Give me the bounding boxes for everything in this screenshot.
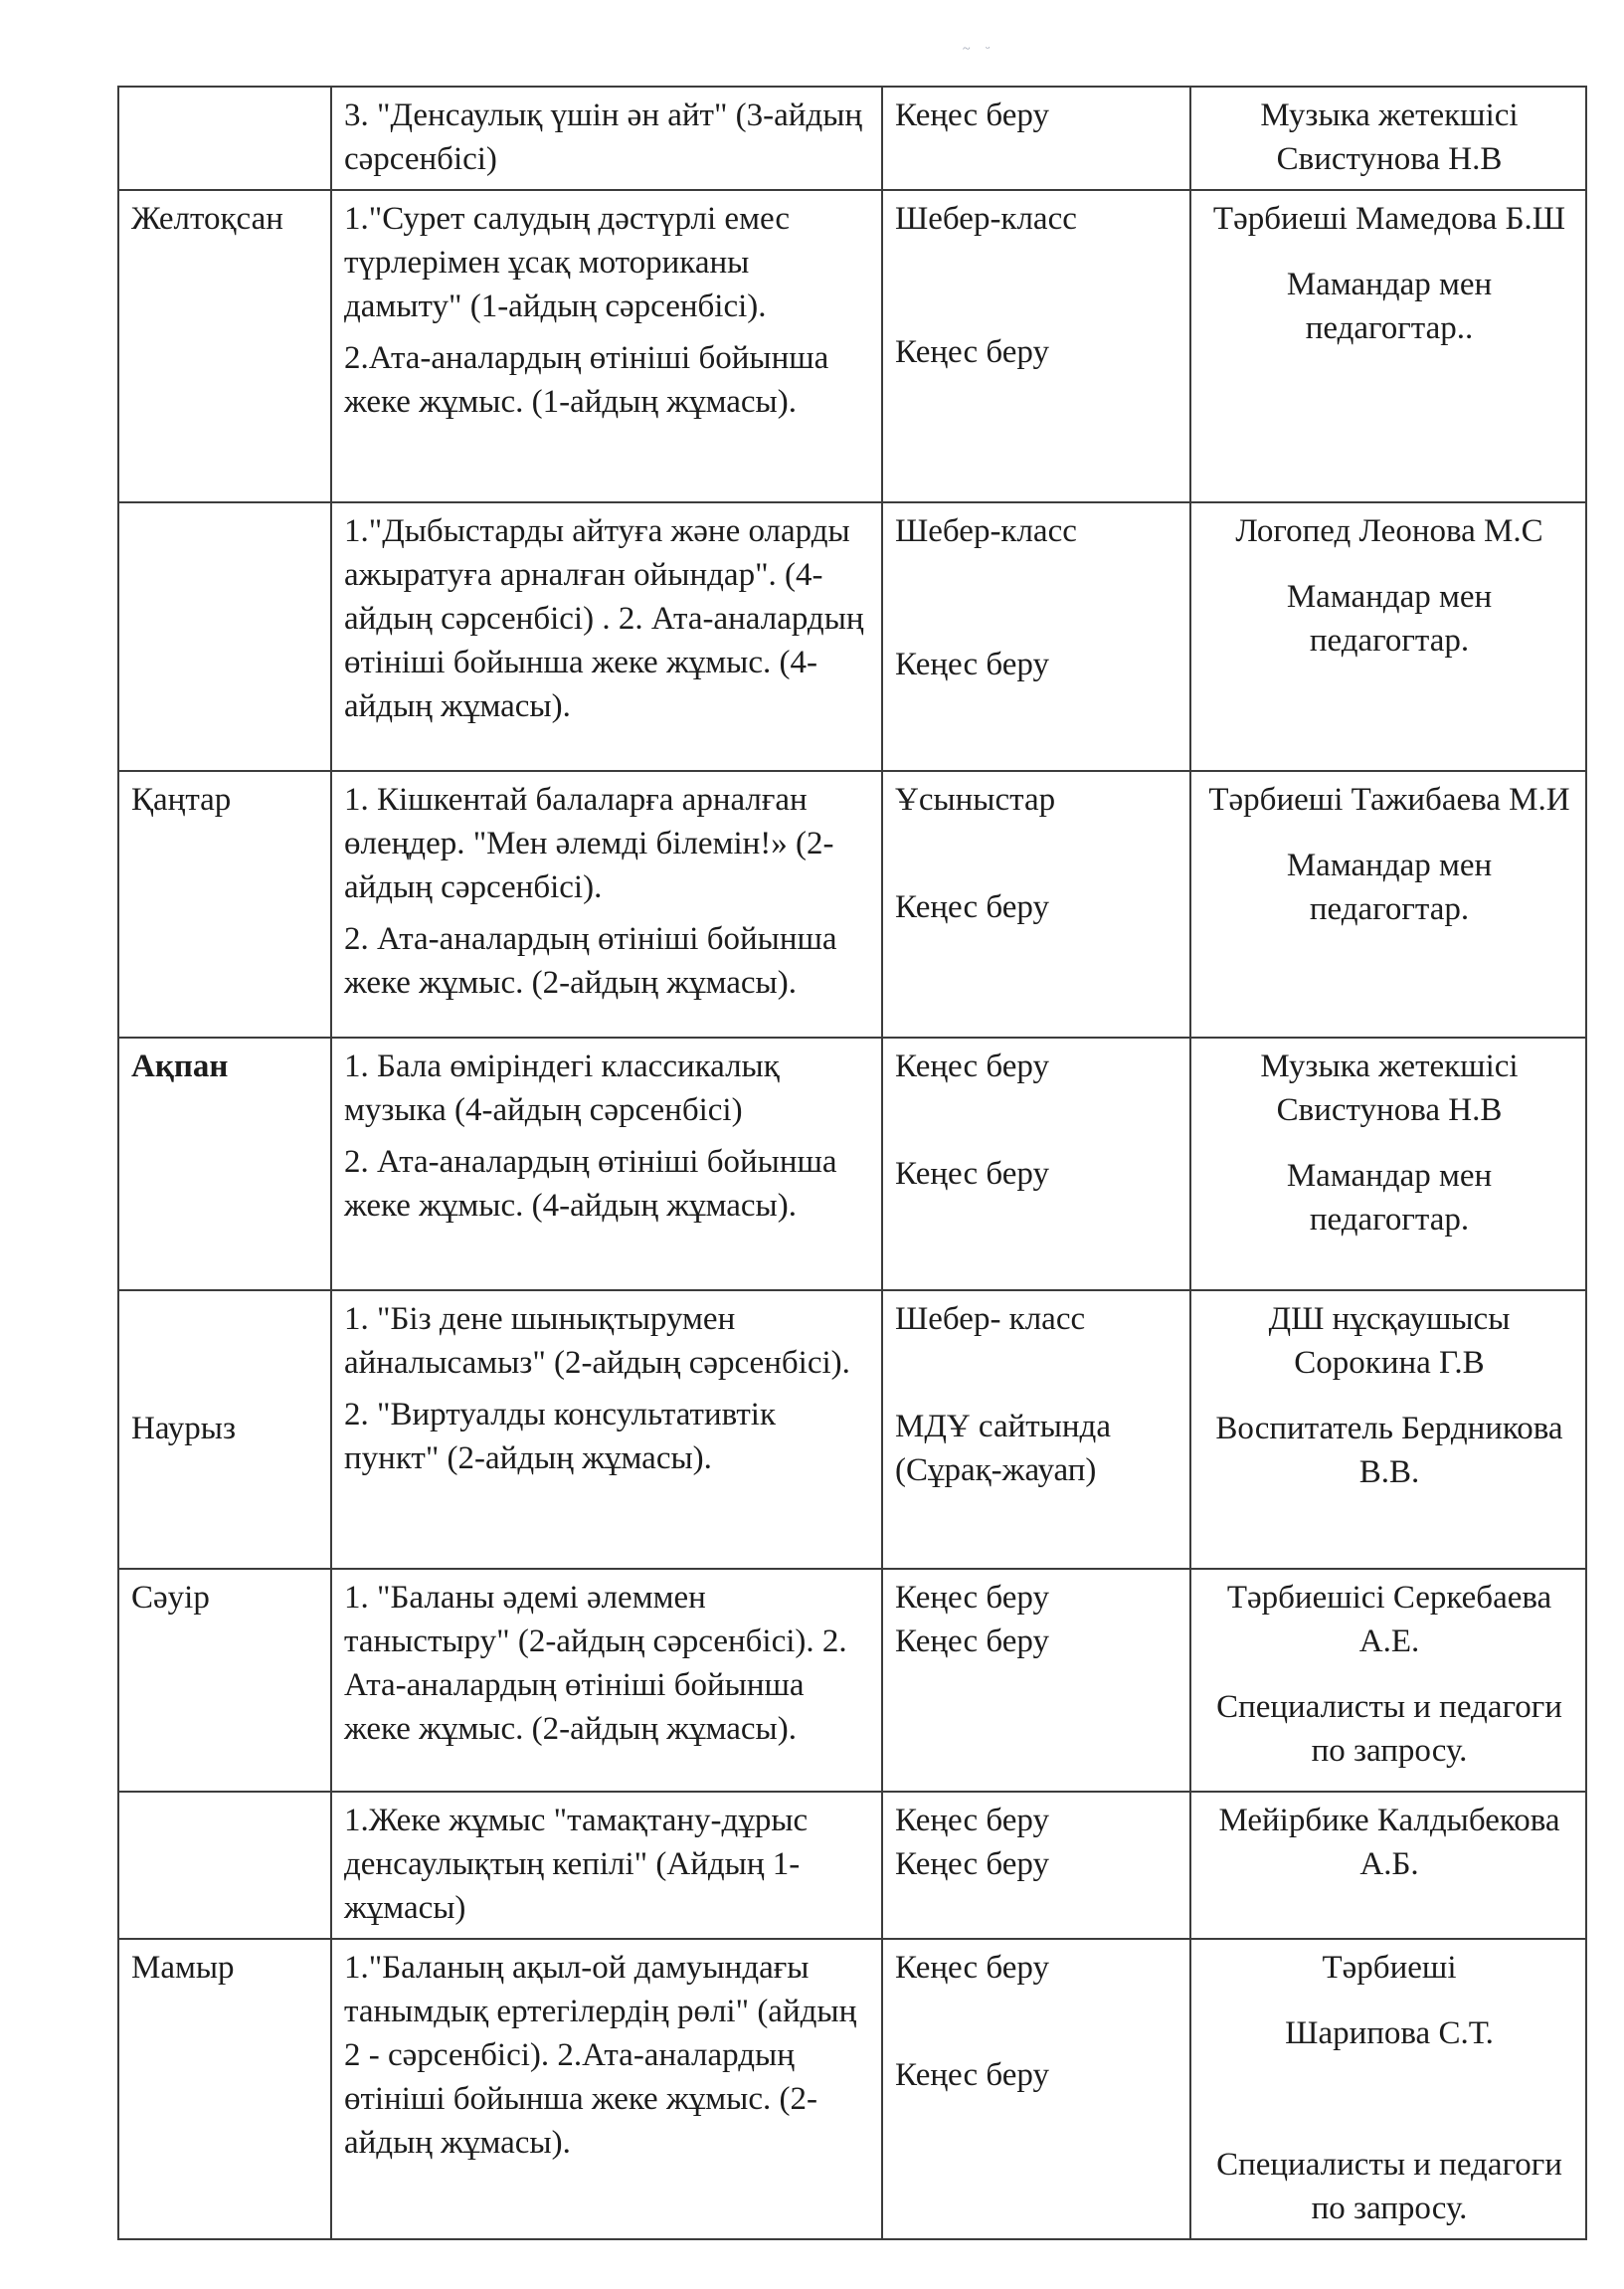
table-row bbox=[118, 1569, 1586, 1792]
topic-text: 1."Дыбыстарды айтуға және оларды ажыратуға арналған ойындар". (4-айдың сәрсенбісі) . 2. Ата-аналардың өтініші бойынша жеке жұмыс. (4-айдың жұмасы). bbox=[344, 513, 864, 724]
responsible-text: ДШ нұсқаушысы Сорокина Г.В bbox=[1268, 1301, 1511, 1381]
spacer bbox=[895, 1341, 1179, 1405]
form-text: Шебер-класс bbox=[895, 513, 1077, 549]
form-cell bbox=[882, 771, 1190, 1038]
form-text: Кеңес беру bbox=[895, 647, 1049, 682]
table-row bbox=[118, 1939, 1586, 2239]
plan-table-container bbox=[117, 86, 1585, 2240]
responsible-text: Тәрбиешісі Серкебаева А.Е. bbox=[1226, 1580, 1552, 1659]
responsible-text: Музыка жетекшісі Свистунова Н.В bbox=[1260, 97, 1519, 177]
month-cell: Ақпан bbox=[118, 1038, 331, 1290]
responsible-cell bbox=[1190, 771, 1586, 1038]
form-text: Кеңес беру bbox=[895, 1580, 1049, 1616]
table-row bbox=[118, 502, 1586, 771]
responsible-text: Тәрбиеші bbox=[1322, 1950, 1457, 1986]
responsible-text: Мамандар мен педагогтар. bbox=[1286, 579, 1493, 659]
responsible-text: Шарипова С.Т. bbox=[1285, 2015, 1494, 2051]
responsible-text: Мейірбике Калдыбекова А.Б. bbox=[1218, 1803, 1560, 1882]
table-row bbox=[118, 87, 1586, 190]
responsible-cell bbox=[1190, 1038, 1586, 1290]
month-cell: Мамыр bbox=[118, 1939, 331, 2239]
topic-cell bbox=[331, 502, 882, 771]
table-row bbox=[118, 1038, 1586, 1290]
form-text: Кеңес беру bbox=[895, 2057, 1049, 2093]
responsible-text: Мамандар мен педагогтар. bbox=[1286, 848, 1493, 927]
topic-text: 2. "Виртуалды консультативтік пункт" (2-айдың жұмасы). bbox=[344, 1397, 776, 1476]
responsible-cell bbox=[1190, 190, 1586, 502]
table-row bbox=[118, 190, 1586, 502]
topic-cell bbox=[331, 1792, 882, 1939]
form-cell bbox=[882, 1939, 1190, 2239]
topic-text: 1. "Баланы әдемі әлеммен таныстыру" (2-айдың сәрсенбісі). 2. Ата-аналардың өтініші бойынша жеке жұмыс. (2-айдың жұмасы). bbox=[344, 1580, 847, 1747]
form-text: Кеңес беру bbox=[895, 1049, 1049, 1084]
responsible-text: Специалисты и педагоги по запросу. bbox=[1216, 2147, 1562, 2226]
responsible-cell bbox=[1190, 1569, 1586, 1792]
responsible-cell bbox=[1190, 87, 1586, 190]
topic-text: 1."Сурет салудың дәстүрлі емес түрлерімен ұсақ моториканы дамыту" (1-айдың сәрсенбісі). bbox=[344, 201, 791, 324]
topic-text: 1. "Біз дене шынықтырумен айналысамыз" (2-айдың сәрсенбісі). bbox=[344, 1301, 850, 1381]
responsible-text: Тәрбиеші Тажибаева М.И bbox=[1208, 782, 1570, 818]
form-text: МДҰ сайтында (Сұрақ-жауап) bbox=[895, 1409, 1111, 1488]
responsible-text: Мамандар мен педагогтар. bbox=[1286, 1158, 1493, 1238]
form-text: Кеңес беру bbox=[895, 1803, 1049, 1838]
form-cell bbox=[882, 1569, 1190, 1792]
form-text: Кеңес беру bbox=[895, 334, 1049, 370]
topic-text: 3. "Денсаулық үшін ән айт" (3-айдың сәрсенбісі) bbox=[344, 97, 863, 177]
form-cell bbox=[882, 1290, 1190, 1569]
form-text: Шебер- класс bbox=[895, 1301, 1086, 1337]
responsible-text: Логопед Леонова М.С bbox=[1235, 513, 1543, 549]
form-text: Кеңес беру bbox=[895, 97, 1049, 133]
month-cell: Наурыз bbox=[118, 1290, 331, 1569]
scan-mark-tilde: ~ bbox=[963, 42, 977, 57]
topic-text: 2.Ата-аналардың өтініші бойынша жеке жұмыс. (1-айдың жұмасы). bbox=[344, 340, 829, 420]
form-cell bbox=[882, 190, 1190, 502]
topic-cell bbox=[331, 771, 882, 1038]
topic-cell bbox=[331, 1038, 882, 1290]
topic-cell bbox=[331, 1939, 882, 2239]
month-cell: Сәуір bbox=[118, 1569, 331, 1792]
table-row bbox=[118, 771, 1586, 1038]
form-text: Кеңес беру bbox=[895, 1623, 1049, 1659]
spacer bbox=[895, 553, 1179, 643]
plan-table bbox=[117, 86, 1587, 2240]
topic-text: 1.Жеке жұмыс "тамақтану-дұрыс денсаулықтың кепілі" (Айдың 1-жұмасы) bbox=[344, 1803, 809, 1926]
topic-cell bbox=[331, 1290, 882, 1569]
topic-text: 1. Бала өміріндегі классикалық музыка (4-айдың сәрсенбісі) bbox=[344, 1049, 780, 1128]
spacer bbox=[895, 1088, 1179, 1152]
scan-mark-top bbox=[963, 42, 995, 58]
spacer bbox=[895, 1990, 1179, 2053]
form-text: Кеңес беру bbox=[895, 889, 1049, 925]
form-cell bbox=[882, 87, 1190, 190]
form-text: Ұсыныстар bbox=[895, 782, 1056, 818]
responsible-cell bbox=[1190, 502, 1586, 771]
topic-text: 2. Ата-аналардың өтініші бойынша жеке жұмыс. (2-айдың жұмасы). bbox=[344, 921, 837, 1001]
spacer bbox=[895, 822, 1179, 885]
form-text: Шебер-класс bbox=[895, 201, 1077, 237]
topic-text: 1."Баланың ақыл-ой дамуындағы танымдық ертегілердің рөлі" (айдың 2 - сәрсенбісі). 2.Ата-аналардың өтініші бойынша жеке жұмыс. (2-айдың жұмасы). bbox=[344, 1950, 857, 2161]
topic-text: 2. Ата-аналардың өтініші бойынша жеке жұмыс. (4-айдың жұмасы). bbox=[344, 1144, 837, 1224]
form-text: Кеңес беру bbox=[895, 1846, 1049, 1882]
month-cell: Желтоқсан bbox=[118, 190, 331, 502]
responsible-cell bbox=[1190, 1939, 1586, 2239]
month-cell: Қаңтар bbox=[118, 771, 331, 1038]
responsible-text: Специалисты и педагоги по запросу. bbox=[1216, 1689, 1562, 1769]
month-cell bbox=[118, 502, 331, 771]
scan-mark-check: ᵕ bbox=[986, 42, 996, 57]
topic-cell bbox=[331, 87, 882, 190]
responsible-cell bbox=[1190, 1792, 1586, 1939]
spacer bbox=[895, 241, 1179, 330]
table-row bbox=[118, 1792, 1586, 1939]
form-cell bbox=[882, 1038, 1190, 1290]
form-cell bbox=[882, 1792, 1190, 1939]
topic-text: 1. Кішкентай балаларға арналған өлеңдер. "Мен әлемді білемін!» (2-айдың сәрсенбісі). bbox=[344, 782, 834, 905]
responsible-text: Тәрбиеші Мамедова Б.Ш bbox=[1212, 201, 1566, 237]
responsible-text: Мамандар мен педагогтар.. bbox=[1286, 267, 1493, 346]
month-cell bbox=[118, 1792, 331, 1939]
form-cell bbox=[882, 502, 1190, 771]
table-row bbox=[118, 1290, 1586, 1569]
topic-cell bbox=[331, 190, 882, 502]
responsible-cell bbox=[1190, 1290, 1586, 1569]
form-text: Кеңес беру bbox=[895, 1950, 1049, 1986]
responsible-text: Музыка жетекшісі Свистунова Н.В bbox=[1260, 1049, 1519, 1128]
topic-cell bbox=[331, 1569, 882, 1792]
form-text: Кеңес беру bbox=[895, 1156, 1049, 1192]
responsible-text: Воспитатель Бердникова В.В. bbox=[1215, 1411, 1563, 1490]
month-cell bbox=[118, 87, 331, 190]
